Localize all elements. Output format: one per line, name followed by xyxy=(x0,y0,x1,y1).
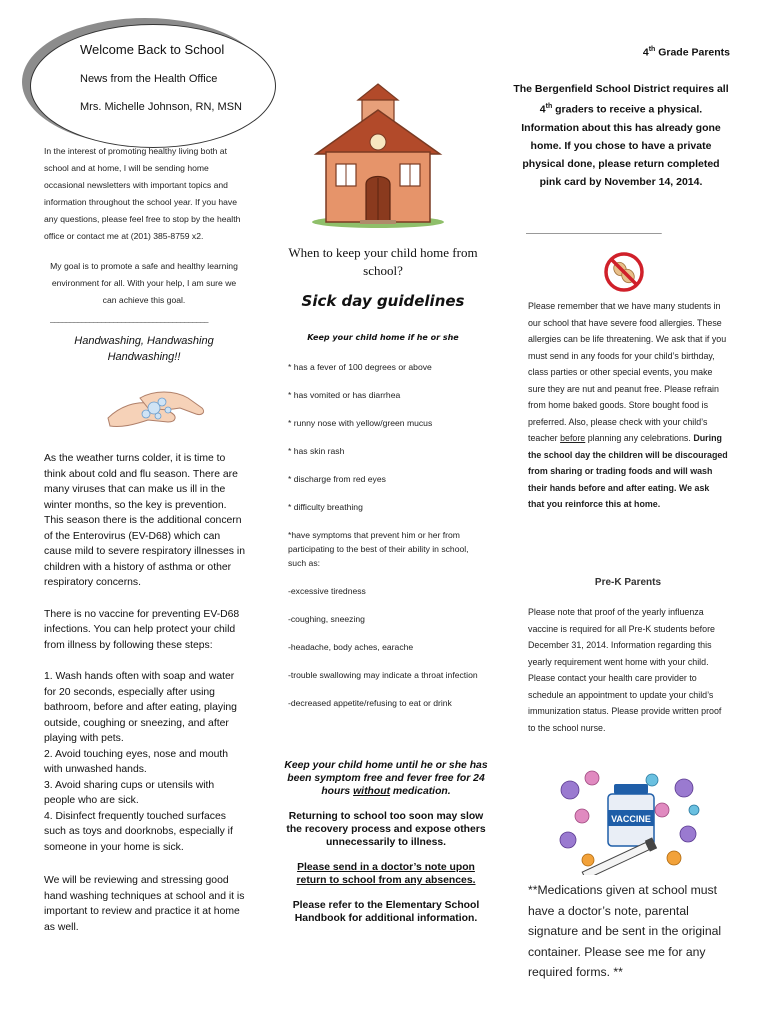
welcome-title: Welcome Back to School xyxy=(80,42,225,57)
district-suffix: th xyxy=(545,103,553,110)
vaccine-label: VACCINE xyxy=(611,814,651,824)
return-guidance xyxy=(284,759,488,937)
vaccine-icon xyxy=(552,770,702,875)
right-divider: ______________________________ xyxy=(526,224,662,234)
no-peanut-icon xyxy=(603,251,645,293)
physical-requirement xyxy=(512,80,730,191)
prevention-steps xyxy=(44,669,247,855)
symptom-item: -excessive tiredness xyxy=(288,586,366,596)
without-text: without xyxy=(353,786,391,797)
returning-notice: Returning to school too soon may slow the recovery process and expose others unnecessarily to illness. xyxy=(286,811,486,848)
symptom-item: * difficulty breathing xyxy=(288,502,363,512)
step-item: 1. Wash hands often with soap and water for 20 seconds, especially after using bathroom, before and after eating, playing outside, coughing or sneezing, and after playing with pets. xyxy=(44,671,237,744)
nurse-name: Mrs. Michelle Johnson, RN, MSN xyxy=(80,101,242,113)
symptom-item: -decreased appetite/refusing to eat or drink xyxy=(288,698,452,708)
left-divider: ________________________________________ xyxy=(50,314,208,323)
symptom-item: * has vomited or has diarrhea xyxy=(288,390,401,400)
symptom-item: -coughing, sneezing xyxy=(288,614,365,624)
schoolhouse-icon xyxy=(298,80,458,230)
intro-paragraph: In the interest of promoting healthy living both at school and at home, I will be sending home occasional newsletters with important topics and information throughout the school year. If you have any questions, please feel free to stop by the health office or contact me at (201) 385-8759 x2. xyxy=(44,146,241,241)
doctor-note-notice: Please send in a doctor’s note upon return to school from any absences. xyxy=(296,862,476,886)
handwashing-icon xyxy=(100,378,210,440)
flu-season-paragraph: As the weather turns colder, it is time to think about cold and flu season. There are many viruses that can make us ill in the winter months, so the key is prevention. This season there is the additional concern of the Enterovirus (EV-D68) which can cause mild to severe respiratory illnesses in children with a history of asthma or other respiratory concerns. xyxy=(44,453,245,588)
grade-suffix: th xyxy=(648,46,656,53)
handbook-notice: Please refer to the Elementary School Handbook for additional information. xyxy=(292,900,480,924)
allergy-bold-text: During the school day the children will be discouraged from sharing or trading foods and will wash their hands before and after eating. We ask that you reinforce this at home. xyxy=(528,433,728,509)
prek-parents-title: Pre-K Parents xyxy=(594,577,662,588)
medications-notice: **Medications given at school must have a doctor’s note, parental signature and be sent in the original container. Please see me for any required forms. ** xyxy=(528,883,722,979)
district-text-a: The Bergenfield School District requires all 4 xyxy=(513,83,729,116)
news-subtitle: News from the Health Office xyxy=(80,73,218,85)
before-text: before xyxy=(560,433,586,443)
sick-day-title: Sick day guidelines xyxy=(301,292,465,310)
district-text-b: graders to receive a physical. Information about this has already gone home. If you chose to have a private physical done, please return completed pink card by November 14, 2014. xyxy=(521,103,721,188)
grade-parents-title xyxy=(512,46,730,59)
symptom-item: * runny nose with yellow/green mucus xyxy=(288,418,433,428)
allergy-text: Please remember that we have many students in our school that have severe food allergies. These allergies can be life threatening. We ask that if you must send in any foods for your child’s birthday, class parties or other special events, you make sure they are nut and peanut free. Please refrain from home baked goods. Store bought food is preferred. Also, please check with your child’s teacher xyxy=(528,301,727,443)
symptom-item: * has a fever of 100 degrees or above xyxy=(288,362,432,372)
goal-paragraph: My goal is to promote a safe and healthy learning environment for all. With your help, I am sure we can achieve this goal. xyxy=(50,261,238,305)
medication-text: medication. xyxy=(390,786,451,797)
prek-vaccine-notice: Please note that proof of the yearly influenza vaccine is required for all Pre-K students before December 31, 2014. Information regarding this yearly requirement went home with your child. Please contact your health care provider to schedule an appointment to update your child’s immunization status. Please provide written proof to the school nurse. xyxy=(528,607,722,733)
step-item: 4. Disinfect frequently touched surfaces such as toys and doorknobs, especially if someone in your home is sick. xyxy=(44,810,233,853)
symptom-item: * discharge from red eyes xyxy=(288,474,386,484)
symptom-list xyxy=(288,360,488,724)
keep-home-heading: Keep your child home if he or she xyxy=(307,333,459,342)
review-paragraph: We will be reviewing and stressing good hand washing techniques at school and it is important to review and practice it at home as well. xyxy=(44,875,245,933)
allergy-notice xyxy=(528,298,728,513)
grade-number: 4 xyxy=(642,46,649,59)
grade-label: Grade Parents xyxy=(655,46,730,59)
step-item: 3. Avoid sharing cups or utensils with people who are sick. xyxy=(44,779,215,806)
symptom-item: * has skin rash xyxy=(288,446,345,456)
symptom-free-notice xyxy=(284,759,488,798)
step-item: 2. Avoid touching eyes, nose and mouth with unwashed hands. xyxy=(44,748,229,775)
handwashing-title: Handwashing, Handwashing Handwashing!! xyxy=(74,335,214,363)
symptom-free-text: Keep your child home until he or she has been symptom free and fever free for 24 hours xyxy=(284,760,488,797)
allergy-mid-text: planning any celebrations. xyxy=(585,433,694,443)
symptom-item: -trouble swallowing may indicate a throat infection xyxy=(288,670,478,680)
left-body xyxy=(44,451,247,951)
no-vaccine-paragraph: There is no vaccine for preventing EV-D68 infections. You can help protect your child from illness by following these steps: xyxy=(44,608,240,651)
keep-home-question: When to keep your child home from school? xyxy=(288,245,478,278)
symptom-item: -headache, body aches, earache xyxy=(288,642,414,652)
symptom-item: *have symptoms that prevent him or her from participating to the best of their ability in school, such as: xyxy=(288,530,469,568)
